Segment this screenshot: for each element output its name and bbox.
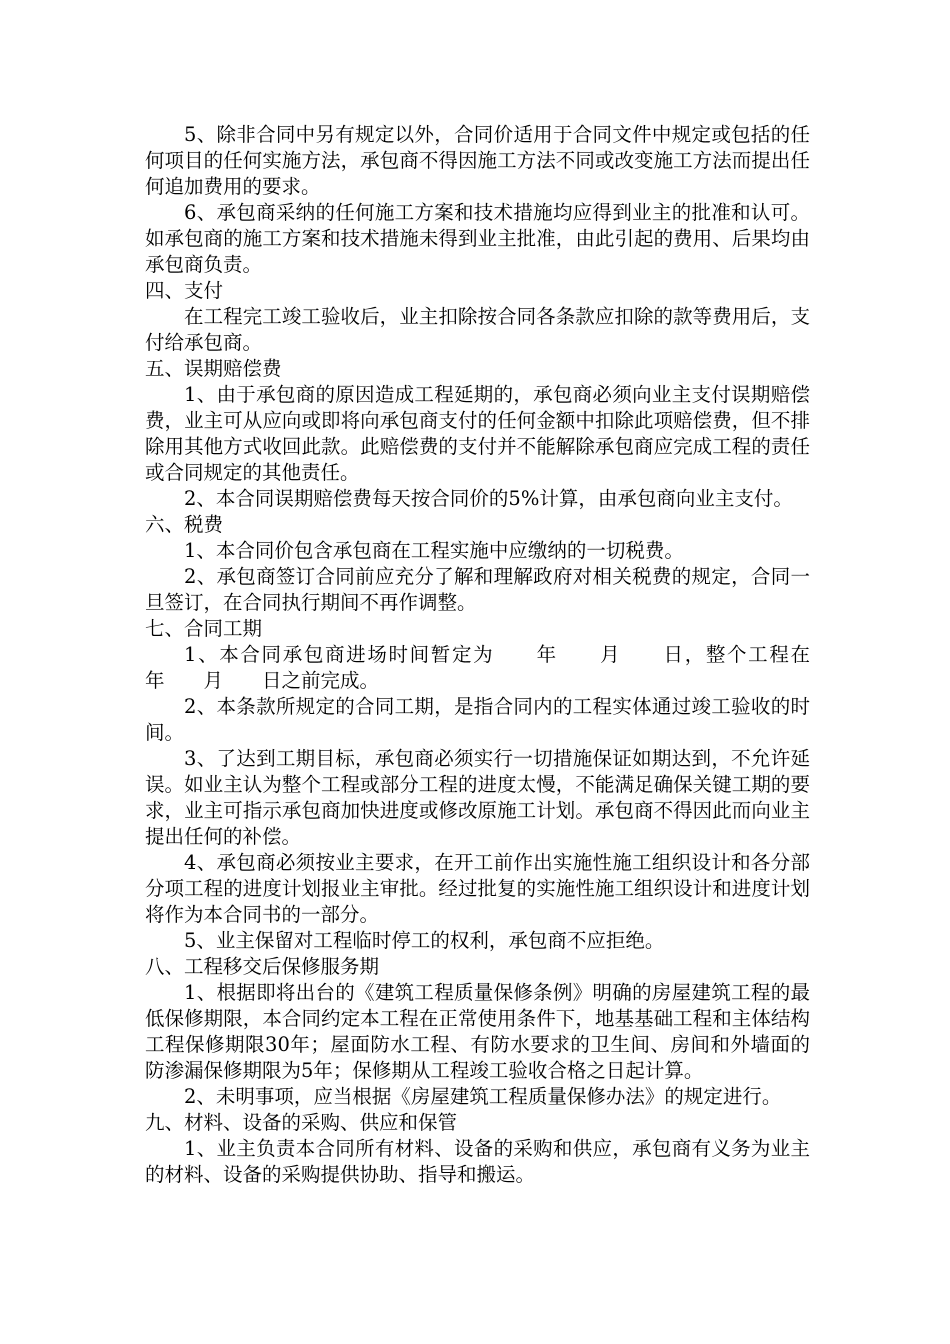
section-heading: 八、工程移交后保修服务期 [145, 955, 380, 978]
clause-paragraph: 6、承包商采纳的任何施工方案和技术措施均应得到业主的批准和认可。如承包商的施工方案和技术措施未得到业主批准，由此引起的费用、后果均由承包商负责。 [145, 201, 810, 276]
clause-paragraph: 2、本条款所规定的合同工期，是指合同内的工程实体通过竣工验收的时间。 [145, 695, 810, 744]
clause-paragraph: 1、本合同价包含承包商在工程实施中应缴纳的一切税费。 [184, 539, 684, 562]
section-heading: 四、支付 [145, 279, 224, 302]
clause-paragraph: 2、未明事项，应当根据《房屋建筑工程质量保修办法》的规定进行。 [184, 1085, 782, 1108]
clause-paragraph: 2、本合同误期赔偿费每天按合同价的5%计算，由承包商向业主支付。 [184, 487, 793, 510]
clause-paragraph: 4、承包商必须按业主要求，在开工前作出实施性施工组织设计和各分部分项工程的进度计划报业主审批。经过批复的实施性施工组织设计和进度计划将作为本合同书的一部分。 [145, 851, 810, 926]
clause-paragraph: 2、承包商签订合同前应充分了解和理解政府对相关税费的规定，合同一旦签订，在合同执行期间不再作调整。 [145, 565, 810, 614]
clause-paragraph: 在工程完工竣工验收后，业主扣除按合同各条款应扣除的款等费用后，支付给承包商。 [145, 305, 810, 354]
section-heading: 九、材料、设备的采购、供应和保管 [145, 1111, 458, 1134]
clause-paragraph: 5、除非合同中另有规定以外，合同价适用于合同文件中规定或包括的任何项目的任何实施方法，承包商不得因施工方法不同或改变施工方法而提出任何追加费用的要求。 [145, 123, 810, 198]
clause-paragraph: 5、业主保留对工程临时停工的权利，承包商不应拒绝。 [184, 929, 665, 952]
document-page [145, 122, 869, 1188]
section-heading: 六、税费 [145, 513, 224, 536]
section-heading: 五、误期赔偿费 [145, 357, 282, 380]
clause-paragraph: 1、根据即将出台的《建筑工程质量保修条例》明确的房屋建筑工程的最低保修期限，本合同约定本工程在正常使用条件下，地基基础工程和主体结构工程保修期限30年；屋面防水工程、有防水要求的卫生间、房间和外墙面的防渗漏保修期限为5年；保修期从工程竣工验收合格之日起计算。 [145, 981, 810, 1082]
clause-paragraph: 1、业主负责本合同所有材料、设备的采购和供应，承包商有义务为业主的材料、设备的采购提供协助、指导和搬运。 [145, 1137, 810, 1186]
clause-paragraph: 1、由于承包商的原因造成工程延期的，承包商必须向业主支付误期赔偿费，业主可从应向或即将向承包商支付的任何金额中扣除此项赔偿费，但不排除用其他方式收回此款。此赔偿费的支付并不能解除承包商应完成工程的责任或合同规定的其他责任。 [145, 383, 810, 484]
clause-paragraph: 3、了达到工期目标，承包商必须实行一切措施保证如期达到，不允许延误。如业主认为整个工程或部分工程的进度太慢，不能满足确保关键工期的要求，业主可指示承包商加快进度或修改原施工计划。承包商不得因此而向业主提出任何的补偿。 [145, 747, 810, 848]
clause-paragraph: 1、本合同承包商进场时间暂定为 年 月 日，整个工程在 年 月 日之前完成。 [145, 643, 869, 692]
section-heading: 七、合同工期 [145, 617, 263, 640]
